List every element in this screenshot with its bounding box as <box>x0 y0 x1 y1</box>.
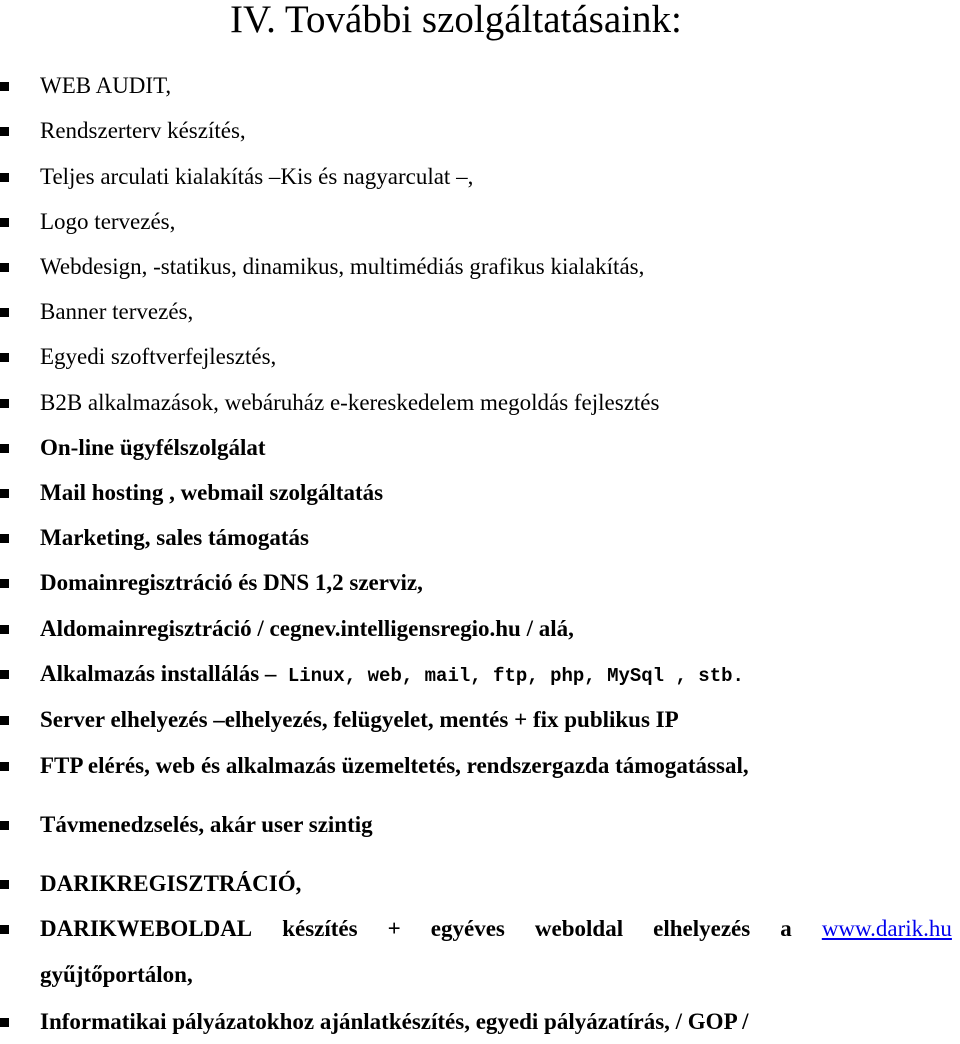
list-item-text: WEB AUDIT, <box>40 73 172 98</box>
list-item <box>0 117 960 153</box>
list-item <box>0 615 960 651</box>
list-item <box>0 72 960 108</box>
list-item <box>0 434 960 470</box>
justified-line <box>40 915 952 943</box>
list-item <box>0 811 960 847</box>
list-item-text: Aldomainregisztráció / cegnev.intelligensregio.hu / alá, <box>40 616 574 641</box>
bullet-icon <box>0 762 9 771</box>
list-item <box>0 208 960 244</box>
bullet-icon <box>0 218 9 227</box>
bullet-icon <box>0 353 9 362</box>
list-item-text: Informatikai pályázatokhoz ajánlatkészítés, egyedi pályázatírás, / GOP / <box>40 1009 749 1034</box>
bullet-icon <box>0 925 9 934</box>
word: készítés <box>282 916 358 941</box>
bullet-icon <box>0 579 9 588</box>
list-item <box>0 389 960 425</box>
list-item-text: B2B alkalmazások, webáruház e-kereskedelem megoldás fejlesztés <box>40 390 660 415</box>
list-item <box>0 660 960 696</box>
word: a <box>780 916 792 941</box>
list-item-text: On-line ügyfélszolgálat <box>40 435 266 460</box>
word: + <box>387 916 401 941</box>
bullet-icon <box>0 173 9 182</box>
list-item <box>0 752 960 788</box>
bullet-icon <box>0 444 9 453</box>
list-item-text: Marketing, sales támogatás <box>40 525 309 550</box>
list-item-text-main: Alkalmazás installálás – <box>40 661 277 686</box>
list-item <box>0 163 960 199</box>
bullet-icon <box>0 716 9 725</box>
word: DARIKWEBOLDAL <box>40 916 253 941</box>
list-item <box>0 524 960 560</box>
list-item-text <box>40 660 744 690</box>
list-item <box>0 253 960 289</box>
list-item-text: Logo tervezés, <box>40 209 176 234</box>
list-item <box>0 870 960 906</box>
word: elhelyezés <box>653 916 751 941</box>
list-item <box>0 569 960 605</box>
list-item-text: Mail hosting , webmail szolgáltatás <box>40 480 384 505</box>
bullet-icon <box>0 399 9 408</box>
bullet-icon <box>0 625 9 634</box>
bullet-icon <box>0 670 9 679</box>
list-item-continuation: gyűjtőportálon, <box>40 962 193 987</box>
bullet-icon <box>0 534 9 543</box>
page-title: IV. További szolgáltatásaink: <box>230 0 682 41</box>
list-item <box>0 479 960 515</box>
list-item-mono-text: Linux, web, mail, ftp, php, MySql , stb. <box>276 665 744 687</box>
list-item-text: DARIKREGISZTRÁCIÓ, <box>40 871 302 896</box>
list-item <box>0 915 960 995</box>
list-item <box>0 343 960 379</box>
list-item <box>0 706 960 742</box>
word: egyéves <box>430 916 505 941</box>
list-item-text: Rendszerterv készítés, <box>40 118 246 143</box>
bullet-icon <box>0 263 9 272</box>
list-item-text: Server elhelyezés –elhelyezés, felügyelet, mentés + fix publikus IP <box>40 707 679 732</box>
bullet-icon <box>0 1018 9 1027</box>
list-item-text: Teljes arculati kialakítás –Kis és nagyarculat –, <box>40 164 474 189</box>
list-item-text: Domainregisztráció és DNS 1,2 szerviz, <box>40 570 423 595</box>
list-item-text: Egyedi szoftverfejlesztés, <box>40 344 277 369</box>
list-item-text: Banner tervezés, <box>40 299 194 324</box>
bullet-icon <box>0 489 9 498</box>
bullet-icon <box>0 880 9 889</box>
list-item-text: FTP elérés, web és alkalmazás üzemeltetés, rendszergazda támogatással, <box>40 753 749 778</box>
list-item <box>0 1008 960 1044</box>
bullet-icon <box>0 82 9 91</box>
list-item-text: Webdesign, -statikus, dinamikus, multimédiás grafikus kialakítás, <box>40 254 645 279</box>
darik-link[interactable]: www.darik.hu <box>821 916 952 941</box>
list-item <box>0 298 960 334</box>
bullet-icon <box>0 127 9 136</box>
bullet-icon <box>0 308 9 317</box>
word: weboldal <box>534 916 624 941</box>
bullet-icon <box>0 821 9 830</box>
list-item-text: Távmenedzselés, akár user szintig <box>40 812 373 837</box>
